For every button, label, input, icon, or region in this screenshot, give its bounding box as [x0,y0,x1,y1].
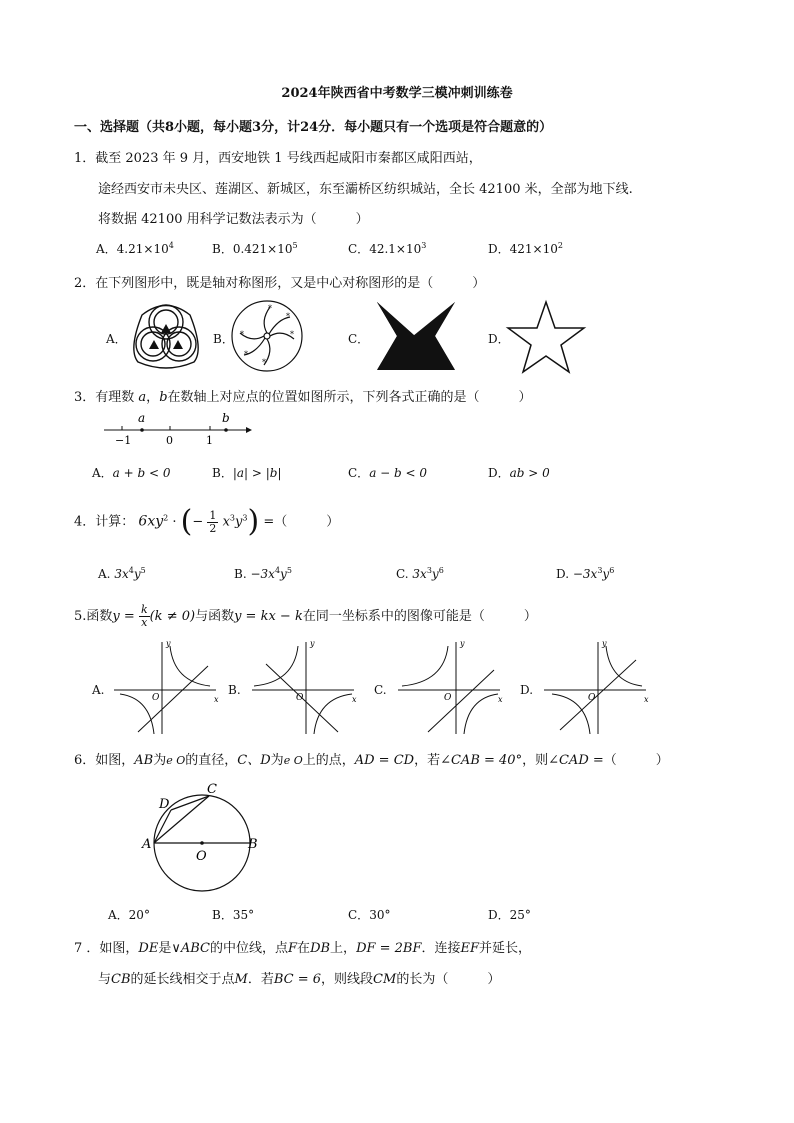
q5-graph-c [394,636,504,736]
svg-text:*: * [262,358,266,367]
q2-figure-a-triquetra [124,300,208,372]
q1-option-a[interactable]: A．$4.21\times 10^4$ [96,241,174,256]
q3-stem: 3．有理数 a，b在数轴上对应点的位置如图所示，下列各式正确的是（ ） [74,390,532,405]
svg-text:O: O [296,693,304,703]
q4-option-b[interactable]: B. $-3x^4y^5$ [234,566,292,581]
q5-label-d[interactable]: D. [520,683,534,697]
svg-text:x: x [644,695,649,704]
svg-text:*: * [268,304,272,313]
q2-label-b[interactable]: B． [213,332,234,346]
q2-figure-b-swirl-circle [230,299,304,373]
q3-tick-neg1: −1 [115,434,132,447]
q3-option-c[interactable]: C．a − b < 0 [348,466,428,480]
q3-option-b[interactable]: B．|a| > |b| [212,466,282,480]
q4-option-a[interactable]: A. $3x^4y^5$ [98,566,146,581]
q3-tick-0: 0 [166,434,173,447]
q5-graph-b [248,636,358,736]
q2-label-a[interactable]: A． [106,332,127,346]
q6-option-b[interactable]: B．35° [212,908,255,922]
q1-option-d[interactable]: D．$421\times 10^2$ [488,241,563,256]
q7-line1: 7 ．如图，DE是∨ABC的中位线，点F在DB上，DF = 2BF．连接EF并延长， [74,941,532,956]
q3-option-a[interactable]: A．a + b < 0 [92,466,171,480]
q6-stem: 6．如图，AB为e O的直径，C、D为e O上的点，AD = CD，若∠CAB = 40°，则∠CAD =（ ） [74,753,669,768]
q1-line3: 将数据 42100 用科学记数法表示为（ ） [98,212,369,227]
q6-option-a[interactable]: A．20° [108,908,150,922]
svg-text:y: y [166,639,171,648]
q2-stem: 2．在下列图形中，既是轴对称图形，又是中心对称图形的是（ ） [74,276,486,291]
q3-point-a-label: a [138,411,146,425]
q2-label-d[interactable]: D． [488,332,510,346]
svg-text:O: O [196,849,207,864]
q4-option-d[interactable]: D. $-3x^3y^6$ [556,566,615,581]
q7-line2: 与CB的延长线相交于点M．若BC = 6，则线段CM的长为（ ） [98,972,501,987]
svg-text:x: x [214,695,219,704]
q4-option-c[interactable]: C. $3x^3y^6$ [396,566,444,581]
svg-text:B: B [248,837,258,852]
svg-text:*: * [244,350,248,359]
q2-label-c[interactable]: C． [348,332,370,346]
q3-point-b-label: b [222,411,230,425]
q5-graph-d [540,636,650,736]
q6-circle-figure [140,780,270,894]
q1-line2: 途经西安市未央区、莲湖区、新城区，东至灞桥区纺织城站，全长 42100 米，全部为地下线. [98,182,633,197]
svg-text:D: D [159,797,170,812]
q5-stem: 5.函数y = $\frac{k}{x}$ (k ≠ 0)与函数y = kx − k在同一坐标系中的图像可能是（ ） [74,603,537,629]
q5-graph-a [110,636,220,736]
q6-option-d[interactable]: D．25° [488,908,531,922]
q4-fraction: $\frac{1}{2}$ [209,508,217,535]
svg-text:y: y [310,639,315,648]
q6-option-c[interactable]: C．30° [348,908,391,922]
svg-text:O: O [152,693,160,703]
svg-text:O: O [444,693,452,703]
svg-text:x: x [498,695,503,704]
q2-figure-d-star [505,300,587,374]
q4-stem: 4．计算： $6xy^2$ · (− $\frac{1}{2}$ $x^3y^3$) =（ ） [74,504,340,539]
svg-text:A: A [142,837,152,852]
q3-tick-1: 1 [206,434,213,447]
q1-line1: 1．截至 2023 年 9 月，西安地铁 1 号线西起咸阳市秦都区咸阳西站， [74,151,482,166]
q3-option-d[interactable]: D．ab > 0 [488,466,550,480]
svg-text:*: * [240,330,244,339]
q1-option-c[interactable]: C．$42.1\times 10^3$ [348,241,427,256]
svg-text:y: y [602,639,607,648]
q5-label-c[interactable]: C. [374,683,387,697]
section-heading: 一、选择题（共8小题，每小题3分，计24分．每小题只有一个选项是符合题意的） [74,120,553,135]
q5-label-a[interactable]: A. [92,683,105,697]
svg-text:x: x [352,695,357,704]
q3-number-line [100,408,260,448]
exam-title: 2024年陕西省中考数学三模冲刺训练卷 [281,86,513,101]
svg-text:C: C [207,782,217,797]
svg-text:O: O [588,693,596,703]
q2-figure-c-bowtie [375,300,457,372]
svg-text:*: * [290,330,294,339]
svg-text:*: * [286,312,290,321]
svg-text:y: y [460,639,465,648]
q1-option-b[interactable]: B．$0.421\times 10^5$ [212,241,298,256]
q5-label-b[interactable]: B. [228,683,241,697]
